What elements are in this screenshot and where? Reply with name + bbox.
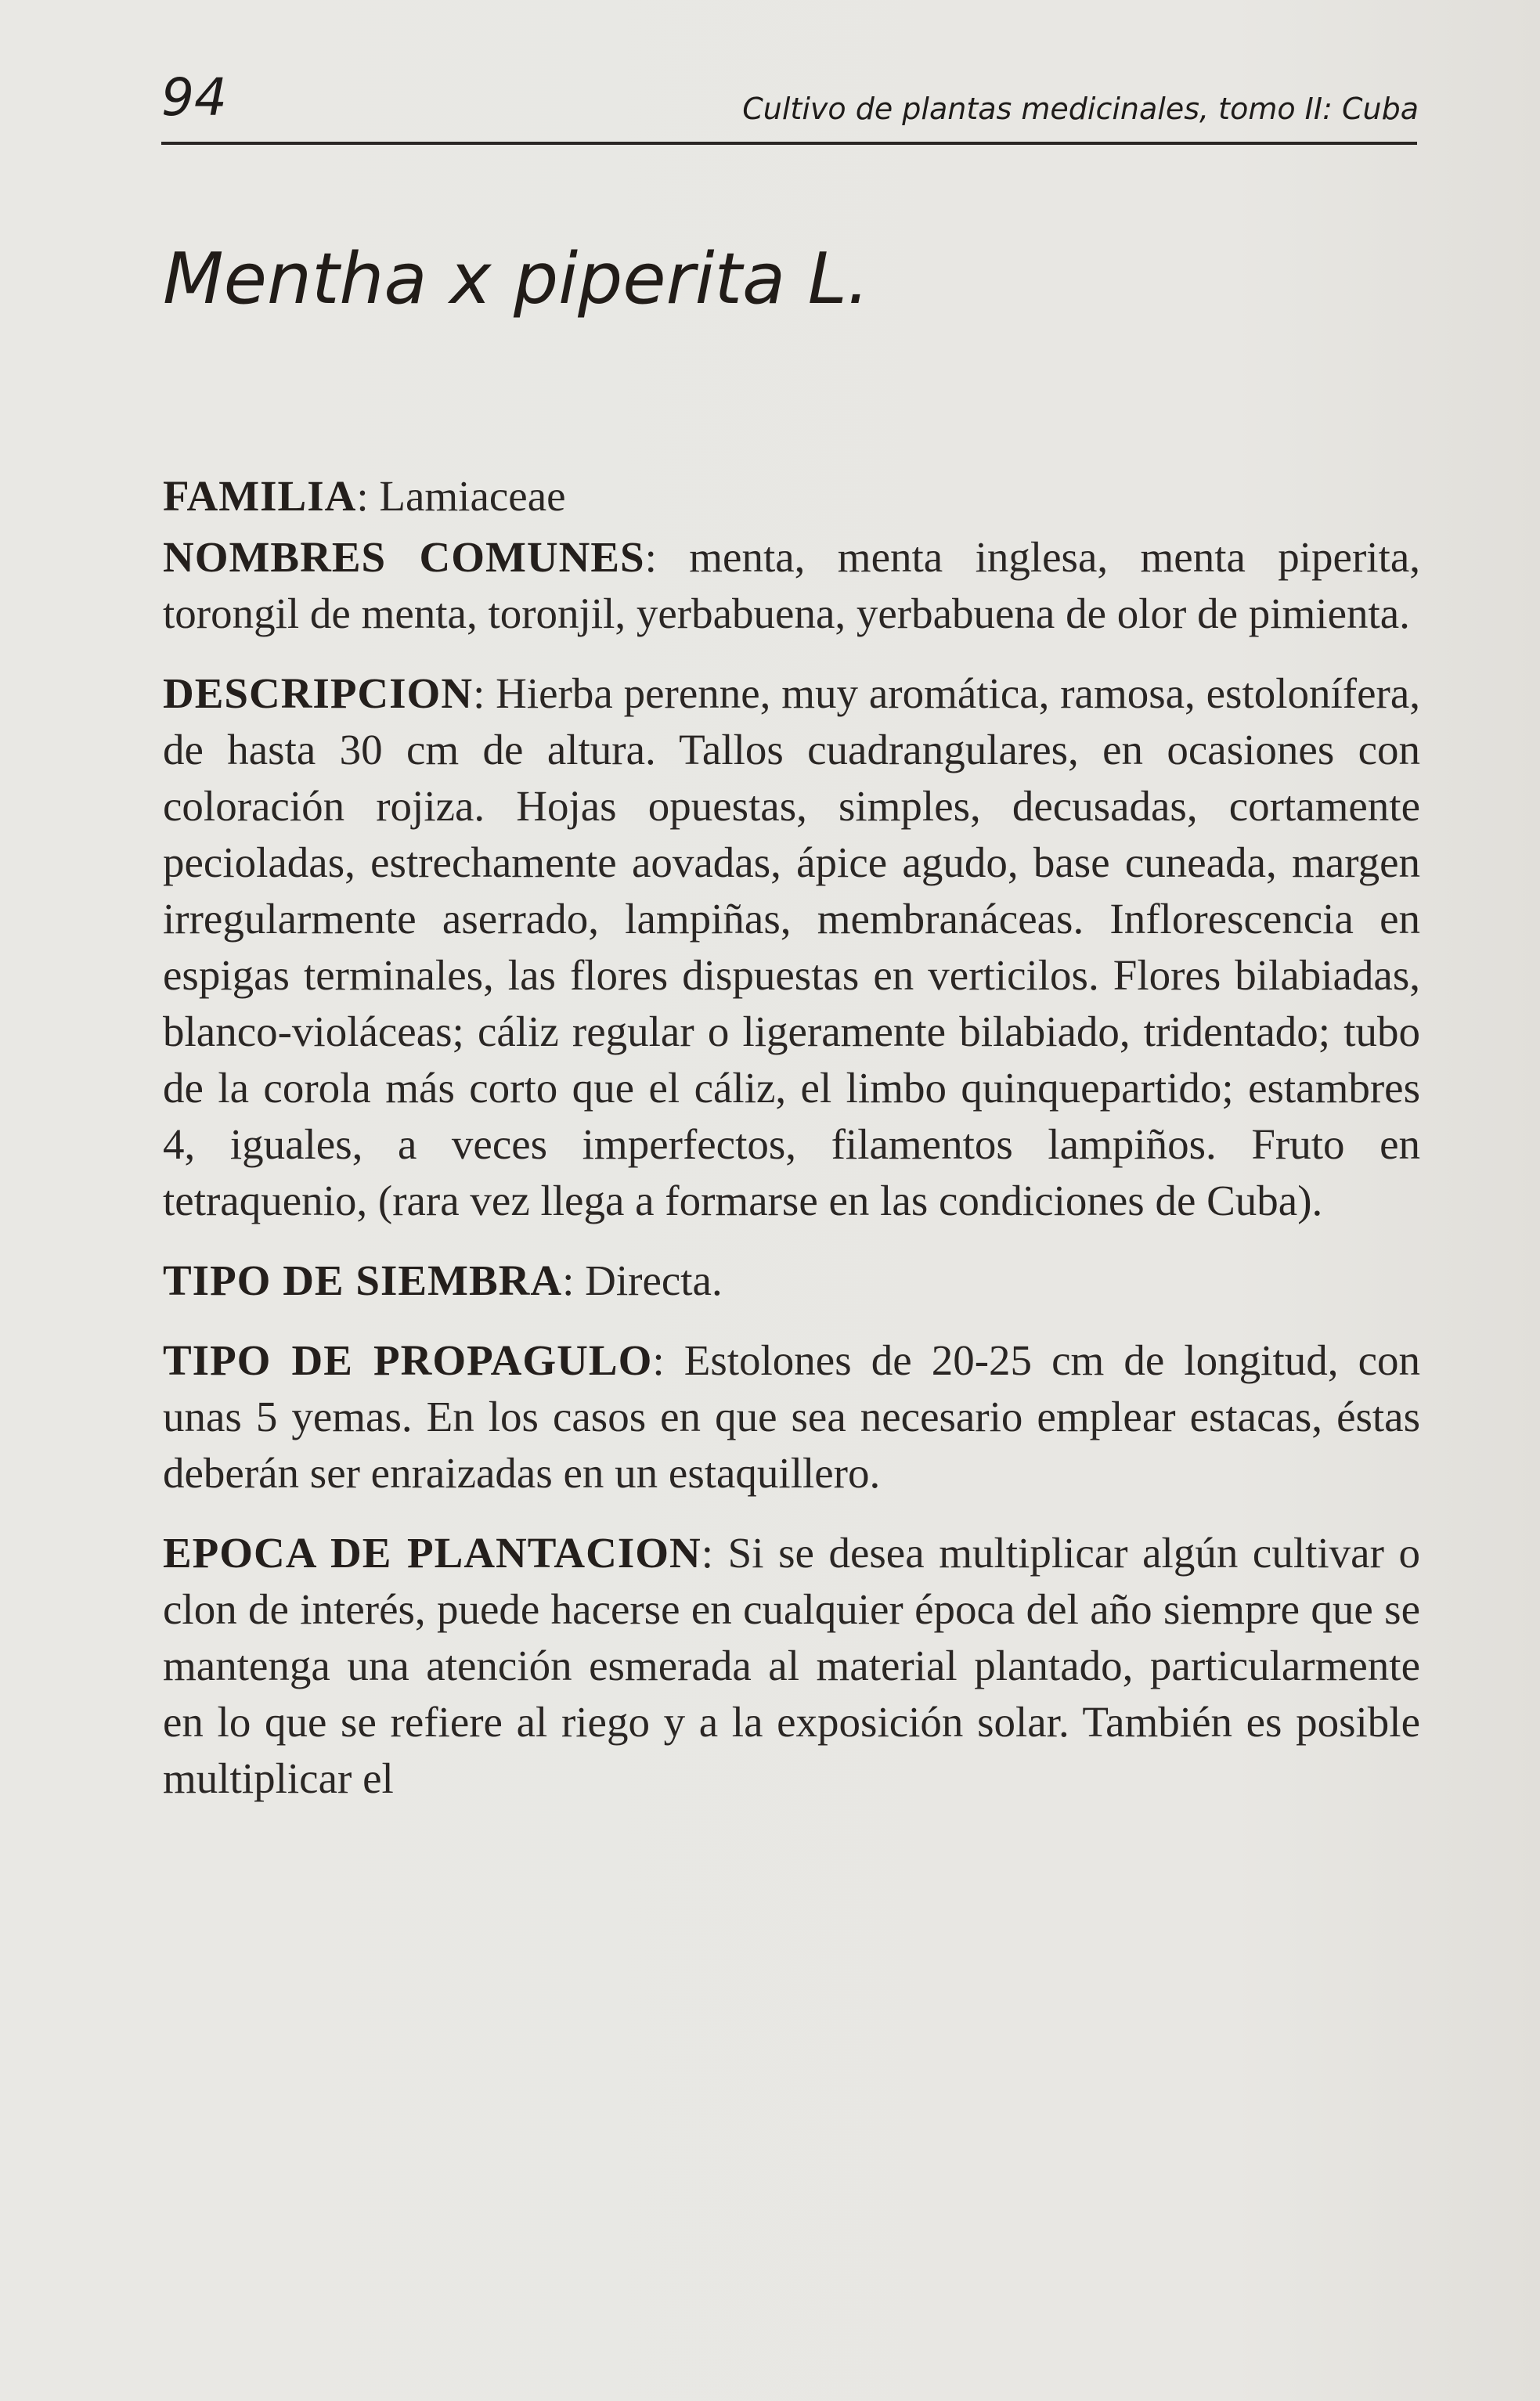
- section-label: TIPO DE PROPAGULO: [163, 1336, 653, 1384]
- section-text: Estolones de 20-25 cm de longitud, con unas 5 yemas. En los casos en que sea necesario emplear estacas, éstas deberán ser enraizadas en un estaquillero.: [163, 1336, 1420, 1497]
- section-text: menta, menta inglesa, menta piperita, torongil de menta, toronjil, yerbabuena, yerbabuena de olor de pimienta.: [163, 533, 1420, 637]
- species-description: [163, 468, 1420, 1807]
- label-separator: :: [562, 1256, 586, 1304]
- section-tipo-siembra: [163, 1253, 1420, 1309]
- section-label: TIPO DE SIEMBRA: [163, 1256, 563, 1304]
- section-text: Directa.: [585, 1256, 723, 1304]
- label-separator: :: [701, 1529, 728, 1577]
- section-tipo-propagulo: [163, 1332, 1420, 1502]
- label-separator: :: [652, 1336, 684, 1384]
- label-separator: :: [473, 669, 496, 717]
- page-header: [161, 67, 1419, 142]
- page-number: 94: [161, 67, 227, 128]
- running-title: Cultivo de plantas medicinales, tomo II: Cuba: [742, 92, 1419, 126]
- section-nombres-comunes: [163, 529, 1420, 642]
- section-familia: [163, 468, 1420, 525]
- label-separator: :: [644, 533, 690, 581]
- header-rule: [161, 142, 1417, 145]
- section-text: Lamiaceae: [379, 472, 566, 520]
- section-label: EPOCA DE PLANTACION: [163, 1529, 701, 1577]
- species-title: Mentha x piperita L.: [163, 238, 870, 320]
- section-label: NOMBRES COMUNES: [163, 533, 645, 581]
- section-descripcion: [163, 665, 1420, 1229]
- section-epoca-plantacion: [163, 1525, 1420, 1807]
- section-label: FAMILIA: [163, 472, 357, 520]
- label-separator: :: [356, 472, 380, 520]
- section-text: Hierba perenne, muy aromática, ramosa, estolonífera, de hasta 30 cm de altura. Tallos cuadrangulares, en ocasiones con coloración rojiza. Hojas opuestas, simples, decusadas, cortamente pecioladas, estrechamente aovadas, ápice agudo, base cuneada, margen irregularmente aserrado, lampiñas, membranáceas. Inflorescencia en espigas terminales, las flores dispuestas en verticilos. Flores bilabiadas, blanco-violáceas; cáliz regular o ligeramente bilabiado, tridentado; tubo de la corola más corto que el cáliz, el limbo quinquepartido; estambres 4, iguales, a veces imperfectos, filamentos lampiños. Fruto en tetraquenio, (rara vez llega a formarse en las condiciones de Cuba).: [163, 669, 1420, 1224]
- section-text: Si se desea multiplicar algún cultivar o clon de interés, puede hacerse en cualquier época del año siempre que se mantenga una atención esmerada al material plantado, particularmente en lo que se refiere al riego y a la exposición solar. También es posible multiplicar el: [163, 1529, 1420, 1802]
- section-label: DESCRIPCION: [163, 669, 474, 717]
